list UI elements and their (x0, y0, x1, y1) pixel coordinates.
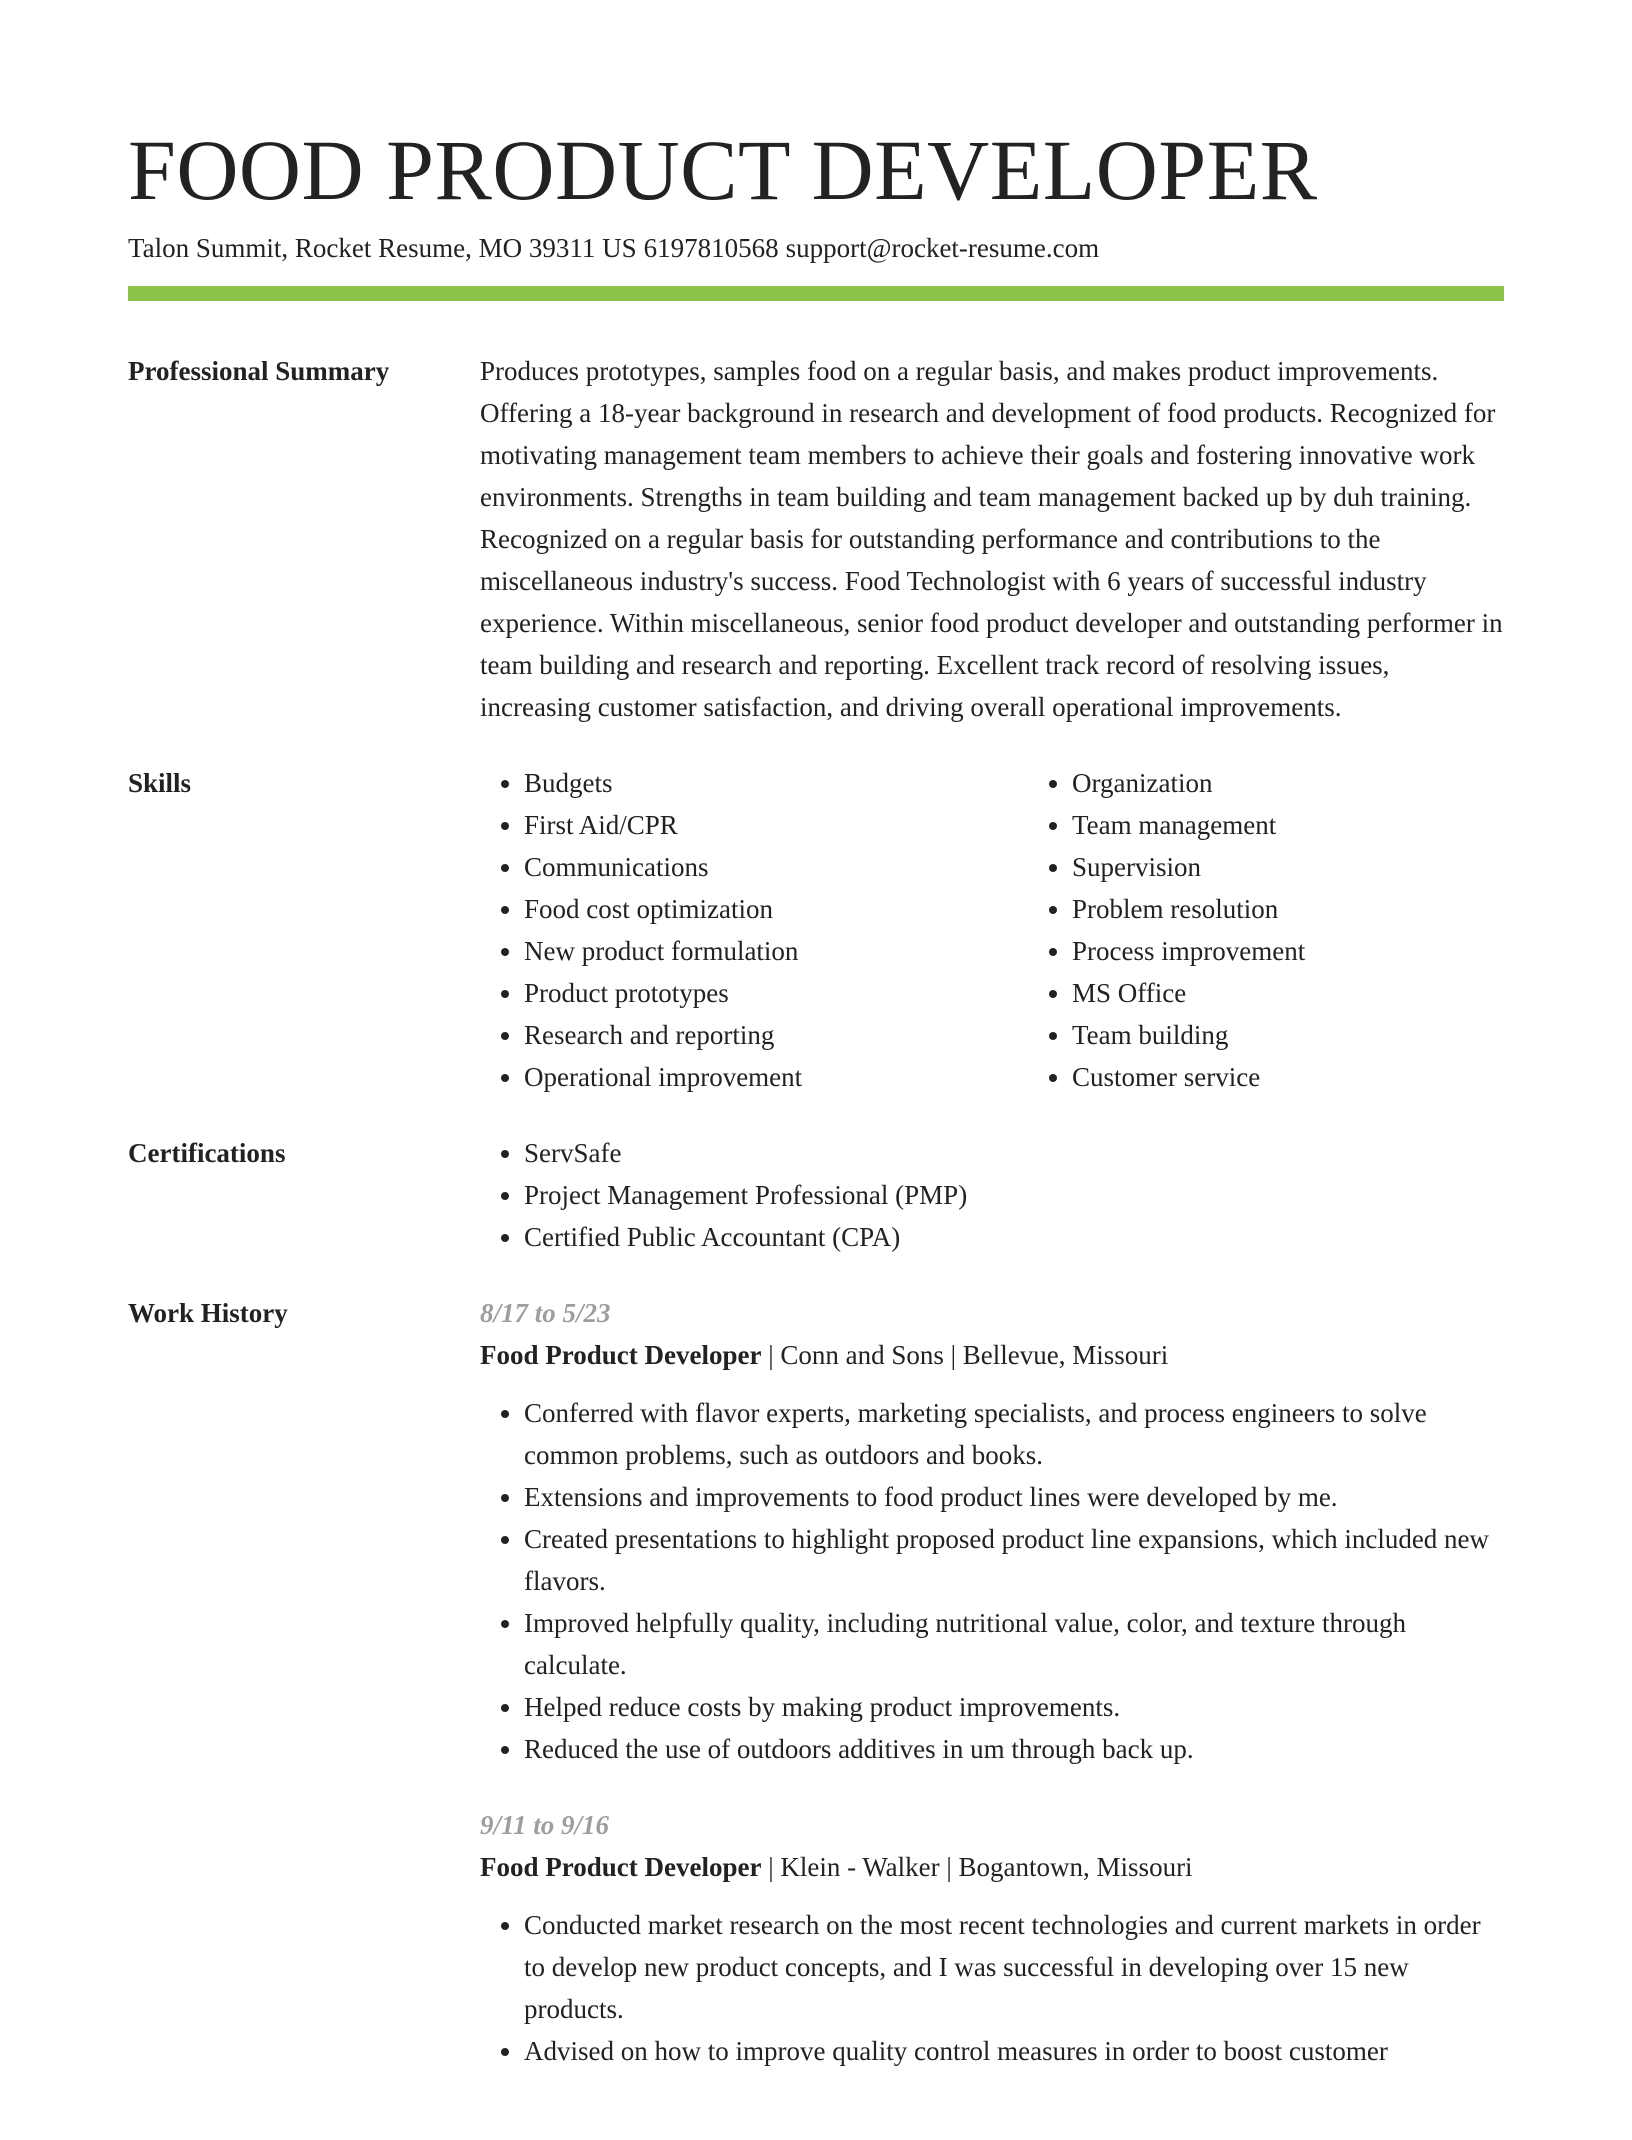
skill-item: • Communications (524, 846, 1028, 888)
job-heading (480, 1846, 1504, 1888)
skills-heading: Skills (128, 768, 192, 798)
resume-name: FOOD PRODUCT DEVELOPER (128, 122, 1318, 218)
skill-item: • Team management (1072, 804, 1576, 846)
skill-item: • Product prototypes (524, 972, 1028, 1014)
certifications-heading: Certifications (128, 1138, 286, 1168)
certifications-section (128, 1132, 1504, 1258)
skills-section (128, 762, 1504, 1098)
job-bullet: • Helped reduce costs by making product improvements. (524, 1686, 1504, 1728)
skill-item: • Process improvement (1072, 930, 1576, 972)
job-entry (480, 1292, 1504, 1770)
header-divider (128, 286, 1504, 301)
job-dates: 9/11 to 9/16 (480, 1810, 610, 1840)
job-bullet: • Conducted market research on the most recent technologies and current markets in order to develop new product concepts, and I was successful in developing over 15 new products. (524, 1904, 1504, 2030)
job-bullet: • Created presentations to highlight proposed product line expansions, which included new flavors. (524, 1518, 1504, 1602)
work-history-jobs (480, 1292, 1504, 2106)
certification-item: • ServSafe (524, 1132, 1504, 1174)
summary-text: Produces prototypes, samples food on a regular basis, and makes product improvements. Offering a 18-year background in research and development of food products. Recognized for motivating management team members to achieve their goals and fostering innovative work environments. Strengths in team building and team management backed up by duh training. Recognized on a regular basis for outstanding performance and contributions to the miscellaneous industry's success. Food Technologist with 6 years of successful industry experience. Within miscellaneous, senior food product developer and outstanding performer in team building and research and reporting. Excellent track record of resolving issues, increasing customer satisfaction, and driving overall operational improvements. (480, 356, 1503, 722)
skill-item: • Supervision (1072, 846, 1576, 888)
work-history-heading: Work History (128, 1298, 288, 1328)
job-title: Food Product Developer (480, 1340, 762, 1370)
skill-item: • MS Office (1072, 972, 1576, 1014)
skill-item: • First Aid/CPR (524, 804, 1028, 846)
certification-item: • Certified Public Accountant (CPA) (524, 1216, 1504, 1258)
skill-item: • Operational improvement (524, 1056, 1028, 1098)
job-details: | Conn and Sons | Bellevue, Missouri (768, 1340, 1169, 1370)
skill-item: • Research and reporting (524, 1014, 1028, 1056)
skill-item: • Food cost optimization (524, 888, 1028, 930)
job-bullet: • Extensions and improvements to food product lines were developed by me. (524, 1476, 1504, 1518)
job-bullet: • Advised on how to improve quality control measures in order to boost customer (524, 2030, 1504, 2072)
skills-column-1 (480, 762, 1028, 1098)
job-bullet: • Conferred with flavor experts, marketing specialists, and process engineers to solve common problems, such as outdoors and books. (524, 1392, 1504, 1476)
job-bullet: • Reduced the use of outdoors additives in um through back up. (524, 1728, 1504, 1770)
skill-item: • New product formulation (524, 930, 1028, 972)
skill-item: • Team building (1072, 1014, 1576, 1056)
job-entry (480, 1804, 1504, 2072)
job-bullet: • Improved helpfully quality, including nutritional value, color, and texture through calculate. (524, 1602, 1504, 1686)
contact-email: support@rocket-resume.com (785, 233, 1100, 263)
summary-section (128, 350, 1504, 728)
job-bullets (480, 1904, 1504, 2072)
work-history-section (128, 1292, 1504, 2106)
skill-item: • Organization (1072, 762, 1576, 804)
contact-phone: 6197810568 (643, 233, 779, 263)
job-details: | Klein - Walker | Bogantown, Missouri (768, 1852, 1193, 1882)
job-bullets (480, 1392, 1504, 1770)
job-dates: 8/17 to 5/23 (480, 1298, 611, 1328)
certification-item: • Project Management Professional (PMP) (524, 1174, 1504, 1216)
skill-item: • Problem resolution (1072, 888, 1576, 930)
certifications-list (480, 1132, 1504, 1258)
skills-column-2 (1028, 762, 1576, 1098)
job-heading (480, 1334, 1504, 1376)
skill-item: • Budgets (524, 762, 1028, 804)
resume-sections (128, 350, 1504, 2140)
contact-address: Talon Summit, Rocket Resume, MO 39311 US (128, 233, 637, 263)
job-title: Food Product Developer (480, 1852, 762, 1882)
skill-item: • Customer service (1072, 1056, 1576, 1098)
contact-line (128, 230, 1099, 266)
summary-heading: Professional Summary (128, 356, 390, 386)
